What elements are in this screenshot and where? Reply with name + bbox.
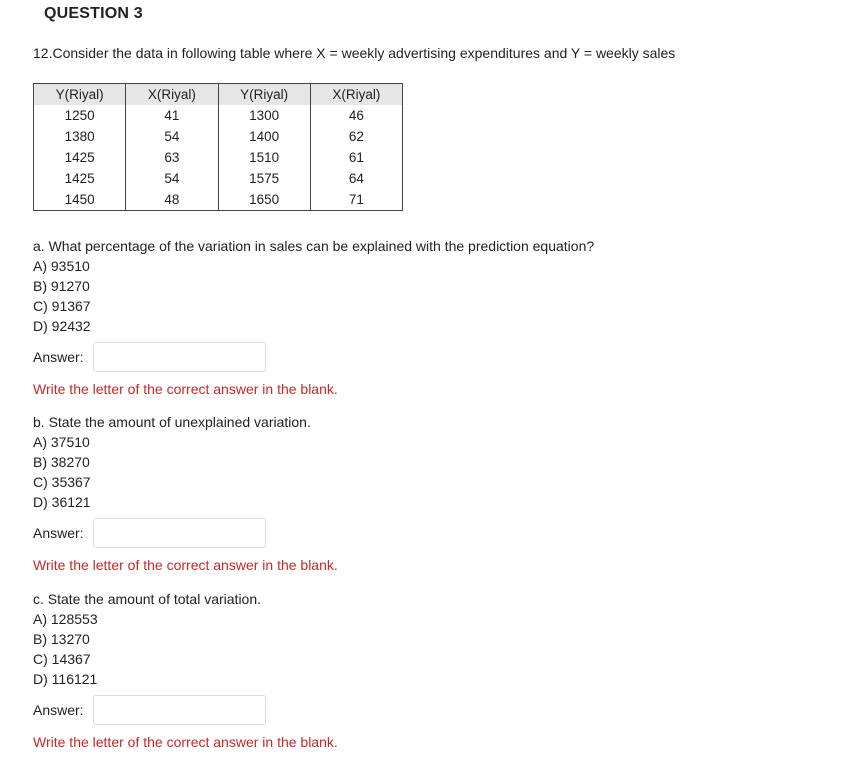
question-intro: 12.Consider the data in following table where X = weekly advertising expenditures and Y = weekly sales [33, 45, 676, 61]
table-cell: 1425 [34, 147, 126, 168]
part-prompt: a. What percentage of the variation in sales can be explained with the prediction equation? [33, 238, 595, 254]
option-c: C) 91367 [33, 298, 91, 314]
part-prompt: b. State the amount of unexplained variation. [33, 414, 311, 430]
answer-hint-b: Write the letter of the correct answer in the blank. [33, 557, 338, 573]
table-cell: 1380 [34, 126, 126, 147]
option-d: D) 36121 [33, 494, 91, 510]
option-d: D) 116121 [33, 671, 98, 687]
option-a: A) 93510 [33, 258, 90, 274]
option-b: B) 13270 [33, 631, 90, 647]
table-cell: 54 [126, 168, 218, 189]
table-cell: 1300 [218, 105, 310, 126]
table-cell: 1425 [34, 168, 126, 189]
answer-input-c[interactable] [93, 695, 266, 725]
table-row [34, 126, 403, 147]
question-part-b [33, 412, 311, 548]
option-b: B) 91270 [33, 278, 90, 294]
answer-input-b[interactable] [93, 518, 266, 548]
col-header: Y(Riyal) [218, 84, 310, 106]
answer-label: Answer: [33, 702, 84, 718]
table-cell: 63 [126, 147, 218, 168]
option-c: C) 14367 [33, 651, 91, 667]
question-part-a [33, 236, 594, 372]
table-cell: 61 [348, 150, 364, 165]
table-cell: 41 [126, 105, 218, 126]
data-table [33, 83, 403, 211]
table-row [34, 168, 403, 189]
col-header: X(Riyal) [310, 84, 402, 106]
option-c: C) 35367 [33, 474, 91, 490]
option-a: A) 37510 [33, 434, 90, 450]
table-cell: 62 [348, 129, 364, 144]
answer-hint-a: Write the letter of the correct answer in the blank. [33, 381, 338, 397]
table-header-row [34, 84, 403, 106]
table-cell: 1575 [218, 168, 310, 189]
table-cell: 1510 [218, 147, 310, 168]
question-title: QUESTION 3 [44, 5, 143, 22]
table-row [34, 189, 403, 211]
option-d: D) 92432 [33, 318, 91, 334]
option-a: A) 128553 [33, 611, 98, 627]
answer-input-a[interactable] [93, 342, 266, 372]
table-cell: 64 [348, 171, 364, 186]
answer-row [33, 342, 594, 372]
table-cell: 46 [348, 108, 364, 123]
answer-label: Answer: [33, 349, 84, 365]
option-b: B) 38270 [33, 454, 90, 470]
table-cell: 1400 [218, 126, 310, 147]
table-cell: 48 [126, 189, 218, 211]
answer-label: Answer: [33, 525, 84, 541]
answer-row [33, 518, 311, 548]
table-cell: 71 [310, 189, 402, 211]
table-cell: 1250 [34, 105, 126, 126]
table-row [34, 105, 403, 126]
part-prompt: c. State the amount of total variation. [33, 591, 262, 607]
answer-hint-c: Write the letter of the correct answer in the blank. [33, 734, 338, 750]
col-header: Y(Riyal) [34, 84, 126, 106]
table-cell: 1450 [34, 189, 126, 211]
answer-row [33, 695, 266, 725]
table-row [34, 147, 403, 168]
table-cell: 54 [126, 126, 218, 147]
question-part-c [33, 589, 266, 725]
col-header: X(Riyal) [126, 84, 218, 106]
table-cell: 1650 [218, 189, 310, 211]
